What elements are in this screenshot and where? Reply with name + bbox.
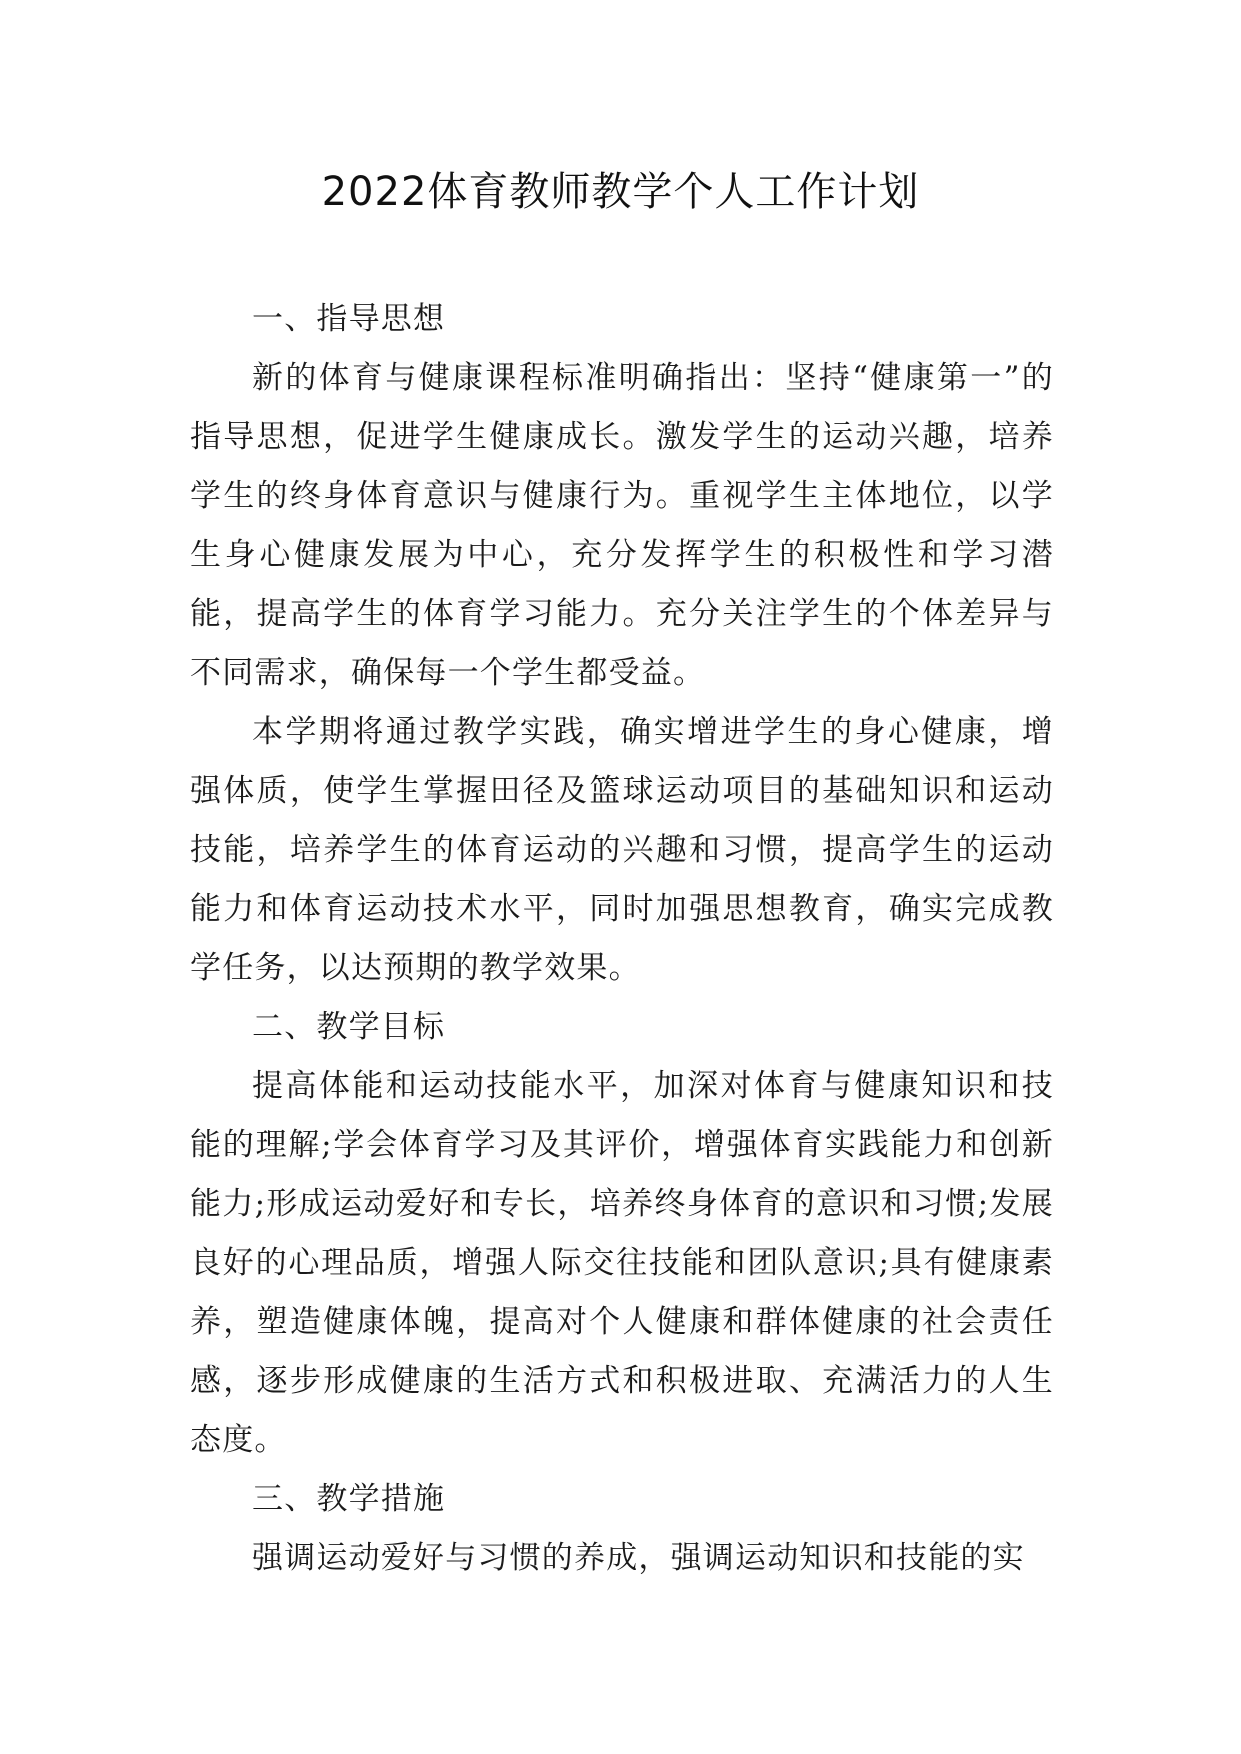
paragraph: 强调运动爱好与习惯的养成，强调运动知识和技能的实 <box>252 1540 1025 1576</box>
paragraph: 提高体能和运动技能水平，加深对体育与健康知识和技能的理解;学会体育学习及其评价，增强体育实践能力和创新能力;形成运动爱好和专长，培养终身体育的意识和习惯;发展良好的心理品质，增强人际交往技能和团队意识;具有健康素养，塑造健康体魄，提高对个人健康和群体健康的社会责任感，逐步形成健康的生活方式和积极进取、充满活力的人生态度。 <box>190 1068 1054 1458</box>
paragraph: 新的体育与健康课程标准明确指出：坚持“健康第一”的指导思想，促进学生健康成长。激发学生的运动兴趣，培养学生的终身体育意识与健康行为。重视学生主体地位，以学生身心健康发展为中心，充分发挥学生的积极性和学习潜能，提高学生的体育学习能力。充分关注学生的个体差异与不同需求，确保每一个学生都受益。 <box>190 360 1054 691</box>
section-heading-teaching-measures: 三、教学措施 <box>252 1481 446 1517</box>
document-body <box>190 290 1054 1588</box>
page-title: 2022体育教师教学个人工作计划 <box>321 169 920 215</box>
section-heading-teaching-goals: 二、教学目标 <box>252 1009 446 1045</box>
section-heading-guiding-ideology: 一、指导思想 <box>252 301 446 337</box>
paragraph: 本学期将通过教学实践，确实增进学生的身心健康，增强体质，使学生掌握田径及篮球运动项目的基础知识和运动技能，培养学生的体育运动的兴趣和习惯，提高学生的运动能力和体育运动技术水平，同时加强思想教育，确实完成教学任务，以达预期的教学效果。 <box>190 714 1054 986</box>
